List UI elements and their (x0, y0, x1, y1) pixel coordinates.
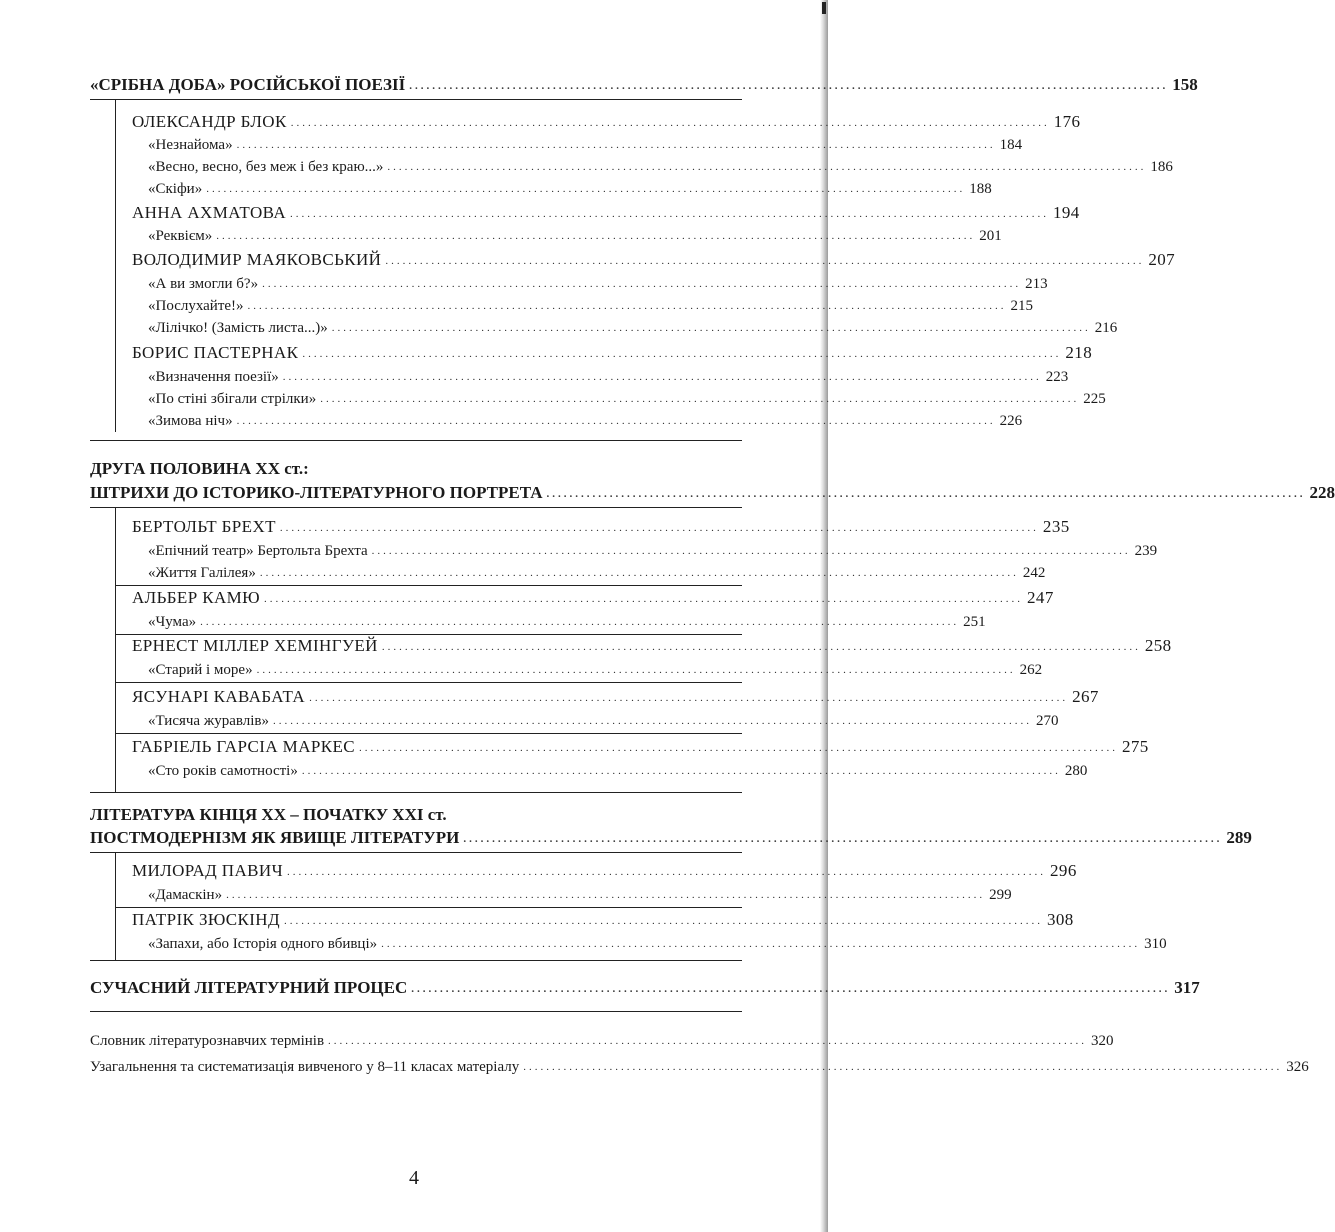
toc-leader-dots: .................................................................................................................................... (216, 230, 976, 242)
toc-page-number: 223 (1045, 369, 1069, 385)
toc-author-name: ГАБРІЕЛЬ ГАРСІА МАРКЕС (132, 737, 355, 756)
toc-section-title: ШТРИХИ ДО ІСТОРИКО-ЛІТЕРАТУРНОГО ПОРТРЕТА (90, 483, 543, 502)
toc-author-name: ВОЛОДИМИР МАЯКОВСЬКИЙ (132, 250, 382, 269)
toc-page-number: 176 (1053, 112, 1081, 131)
toc-work (0, 293, 1034, 315)
toc-page-number: 258 (1144, 636, 1172, 655)
toc-leader-dots: .................................................................................................................................... (387, 161, 1147, 173)
toc-leader-dots: .................................................................................................................................... (331, 322, 1091, 334)
toc-leader-dots: .................................................................................................................................... (371, 545, 1131, 557)
toc-page-number: 289 (1226, 828, 1252, 847)
toc-work-title: «Старий і море» (148, 662, 253, 678)
toc-leader-dots: .................................................................................................................................... (381, 641, 1141, 653)
section-rule (90, 440, 742, 441)
toc-leader-dots: .................................................................................................................................... (523, 1061, 1283, 1073)
page-edge-mark (822, 2, 826, 14)
toc-leader-dots: .................................................................................................................................... (247, 300, 1007, 312)
toc-leader-dots: .................................................................................................................................... (236, 415, 996, 427)
page-folio-number: 4 (409, 1167, 419, 1189)
toc-work-title: «Дамаскін» (148, 887, 223, 903)
toc-page-number: 296 (1050, 861, 1077, 880)
toc-author-name: АННА АХМАТОВА (132, 203, 286, 222)
toc-work-title: «По стіні збігали стрілки» (148, 391, 317, 407)
toc-work (0, 758, 1088, 780)
toc-leader-dots: .................................................................................................................................... (385, 255, 1145, 267)
toc-author-name: ЯСУНАРІ КАВАБАТА (132, 687, 306, 706)
toc-appendix-item (0, 1054, 1309, 1076)
toc-work-title: «Незнайома» (148, 137, 233, 153)
toc-leader-dots: .................................................................................................................................... (287, 866, 1047, 878)
section-rule (90, 852, 742, 853)
toc-section-portraits (0, 481, 1335, 503)
toc-leader-dots: .................................................................................................................................... (309, 692, 1069, 704)
toc-page-number: 310 (1144, 936, 1167, 952)
toc-page-number: 188 (969, 181, 992, 197)
toc-author-name: ОЛЕКСАНДР БЛОК (132, 112, 287, 131)
toc-page-number: 251 (963, 614, 986, 630)
toc-leader-dots: .................................................................................................................................... (236, 139, 996, 151)
toc-leader-dots: .................................................................................................................................... (200, 616, 960, 628)
toc-page-number: 215 (1010, 298, 1034, 314)
toc-work (0, 657, 1043, 679)
toc-author (0, 586, 1054, 608)
toc-page-number: 213 (1025, 276, 1048, 292)
toc-section-heading: ДРУГА ПОЛОВИНА XX ст.: (90, 459, 309, 478)
toc-leader-dots: .................................................................................................................................... (409, 80, 1169, 92)
toc-leader-dots: .................................................................................................................................... (272, 715, 1032, 727)
toc-leader-dots: .................................................................................................................................... (256, 664, 1016, 676)
section-rule (90, 99, 742, 100)
subsection-rule (116, 733, 742, 734)
toc-leader-dots: .................................................................................................................................... (262, 278, 1022, 290)
toc-author-name: АЛЬБЕР КАМЮ (132, 588, 261, 607)
toc-leader-dots: .................................................................................................................................... (283, 915, 1043, 927)
toc-leader-dots: .................................................................................................................................... (282, 371, 1042, 383)
toc-author-name: ЕРНЕСТ МІЛЛЕР ХЕМІНГУЕЙ (132, 636, 378, 655)
toc-appendix-item (0, 1028, 1114, 1050)
toc-author-name: МИЛОРАД ПАВИЧ (132, 861, 284, 880)
toc-leader-dots: .................................................................................................................................... (320, 393, 1080, 405)
toc-leader-dots: .................................................................................................................................... (226, 889, 986, 901)
toc-work (0, 538, 1158, 560)
toc-leader-dots: .................................................................................................................................... (411, 983, 1171, 995)
toc-work-title: «Сто років самотності» (148, 763, 298, 779)
toc-work-title: «Скіфи» (148, 181, 203, 197)
toc-author (0, 634, 1172, 656)
toc-page-number: 320 (1091, 1033, 1114, 1049)
toc-author-name: БОРИС ПАСТЕРНАК (132, 343, 299, 362)
toc-work-title: «Тисяча журавлів» (148, 713, 269, 729)
toc-section-silver-age (0, 73, 1198, 95)
toc-work (0, 386, 1106, 408)
toc-author (0, 859, 1077, 881)
toc-work (0, 364, 1069, 386)
toc-section-postmodernism (0, 826, 1252, 848)
toc-work (0, 223, 1002, 245)
toc-page-number: 194 (1053, 203, 1080, 222)
section-rule (90, 507, 742, 508)
toc-work (0, 560, 1046, 582)
toc-work (0, 271, 1048, 293)
toc-leader-dots: .................................................................................................................................... (206, 183, 966, 195)
toc-appendix-title: Словник літературознавчих термінів (90, 1033, 325, 1049)
toc-page-number: 326 (1286, 1059, 1309, 1075)
toc-page-number: 280 (1064, 763, 1088, 779)
toc-page-number: 235 (1042, 517, 1070, 536)
toc-page-number: 247 (1027, 588, 1054, 607)
toc-work (0, 609, 986, 631)
toc-work (0, 176, 992, 198)
toc-page-number: 262 (1019, 662, 1043, 678)
toc-section-contemporary (0, 976, 1200, 998)
toc-author (0, 515, 1070, 537)
toc-leader-dots: .................................................................................................................................... (302, 348, 1062, 360)
toc-page-number: 242 (1022, 565, 1046, 581)
toc-leader-dots: .................................................................................................................................... (546, 488, 1306, 500)
toc-appendix-title: Узагальнення та систематизація вивченого у 8–11 класах матеріалу (90, 1059, 520, 1075)
toc-page-number: 207 (1148, 250, 1176, 269)
toc-page-number: 158 (1172, 75, 1198, 94)
toc-page-number: 270 (1035, 713, 1059, 729)
toc-work (0, 154, 1173, 176)
toc-page-number: 218 (1065, 343, 1093, 362)
toc-page-number: 186 (1150, 159, 1173, 175)
toc-section-title: ПОСТМОДЕРНІЗМ ЯК ЯВИЩЕ ЛІТЕРАТУРИ (90, 828, 460, 847)
section-rule (90, 960, 742, 961)
toc-author (0, 248, 1176, 270)
toc-work-title: «Лілічко! (Замість листа...)» (148, 320, 328, 336)
toc-work (0, 132, 1023, 154)
toc-leader-dots: .................................................................................................................................... (359, 742, 1118, 754)
toc-leader-dots: .................................................................................................................................... (290, 208, 1049, 220)
toc-page-number: 216 (1094, 320, 1118, 336)
toc-work (0, 882, 1012, 904)
toc-page-number: 317 (1174, 978, 1200, 997)
toc-section-heading: ЛІТЕРАТУРА КІНЦЯ XX – ПОЧАТКУ XXI ст. (90, 805, 447, 824)
toc-section-title: «СРІБНА ДОБА» РОСІЙСЬКОЇ ПОЕЗІЇ (90, 75, 406, 94)
toc-leader-dots: .................................................................................................................................... (463, 833, 1223, 845)
toc-author (0, 110, 1081, 132)
toc-work-title: «Весно, весно, без меж і без краю...» (148, 159, 384, 175)
toc-work-title: «Зимова ніч» (148, 413, 233, 429)
toc-leader-dots: .................................................................................................................................... (290, 117, 1050, 129)
subsection-rule (116, 682, 742, 683)
section-bracket-line (115, 99, 116, 432)
toc-work (0, 408, 1023, 430)
toc-author-name: БЕРТОЛЬТ БРЕХТ (132, 517, 276, 536)
toc-author (0, 201, 1080, 223)
toc-work (0, 931, 1167, 953)
toc-author (0, 685, 1099, 707)
toc-author (0, 341, 1093, 363)
toc-leader-dots: .................................................................................................................................... (328, 1035, 1088, 1047)
toc-page-number: 201 (979, 228, 1002, 244)
toc-page-number: 225 (1083, 391, 1106, 407)
section-rule (90, 792, 742, 793)
toc-page-number: 275 (1122, 737, 1149, 756)
toc-work (0, 315, 1118, 337)
toc-page-number: 226 (999, 413, 1023, 429)
toc-work-title: «Чума» (148, 614, 197, 630)
toc-leader-dots: .................................................................................................................................... (264, 593, 1024, 605)
toc-page-number: 184 (999, 137, 1023, 153)
toc-leader-dots: .................................................................................................................................... (381, 938, 1141, 950)
toc-work-title: «Визначення поезії» (148, 369, 279, 385)
toc-leader-dots: .................................................................................................................................... (279, 522, 1039, 534)
toc-page-number: 308 (1046, 910, 1074, 929)
toc-work-title: «Запахи, або Історія одного вбивці» (148, 936, 378, 952)
toc-author (0, 735, 1149, 757)
toc-section-title: СУЧАСНИЙ ЛІТЕРАТУРНИЙ ПРОЦЕС (90, 978, 408, 997)
toc-work-title: «Епічний театр» Бертольта Брехта (148, 543, 368, 559)
toc-page-number: 228 (1309, 483, 1335, 502)
toc-work-title: «Послухайте!» (148, 298, 244, 314)
toc-work-title: «Реквієм» (148, 228, 213, 244)
toc-page-number: 239 (1134, 543, 1158, 559)
toc-leader-dots: .................................................................................................................................... (301, 765, 1061, 777)
toc-leader-dots: .................................................................................................................................... (259, 567, 1019, 579)
toc-page-number: 267 (1072, 687, 1099, 706)
toc-page-number: 299 (989, 887, 1012, 903)
toc-work (0, 708, 1059, 730)
toc-work-title: «А ви змогли б?» (148, 276, 259, 292)
toc-author (0, 908, 1074, 930)
toc-work-title: «Життя Галілея» (148, 565, 256, 581)
section-rule (90, 1011, 742, 1012)
toc-author-name: ПАТРІК ЗЮСКІНД (132, 910, 280, 929)
